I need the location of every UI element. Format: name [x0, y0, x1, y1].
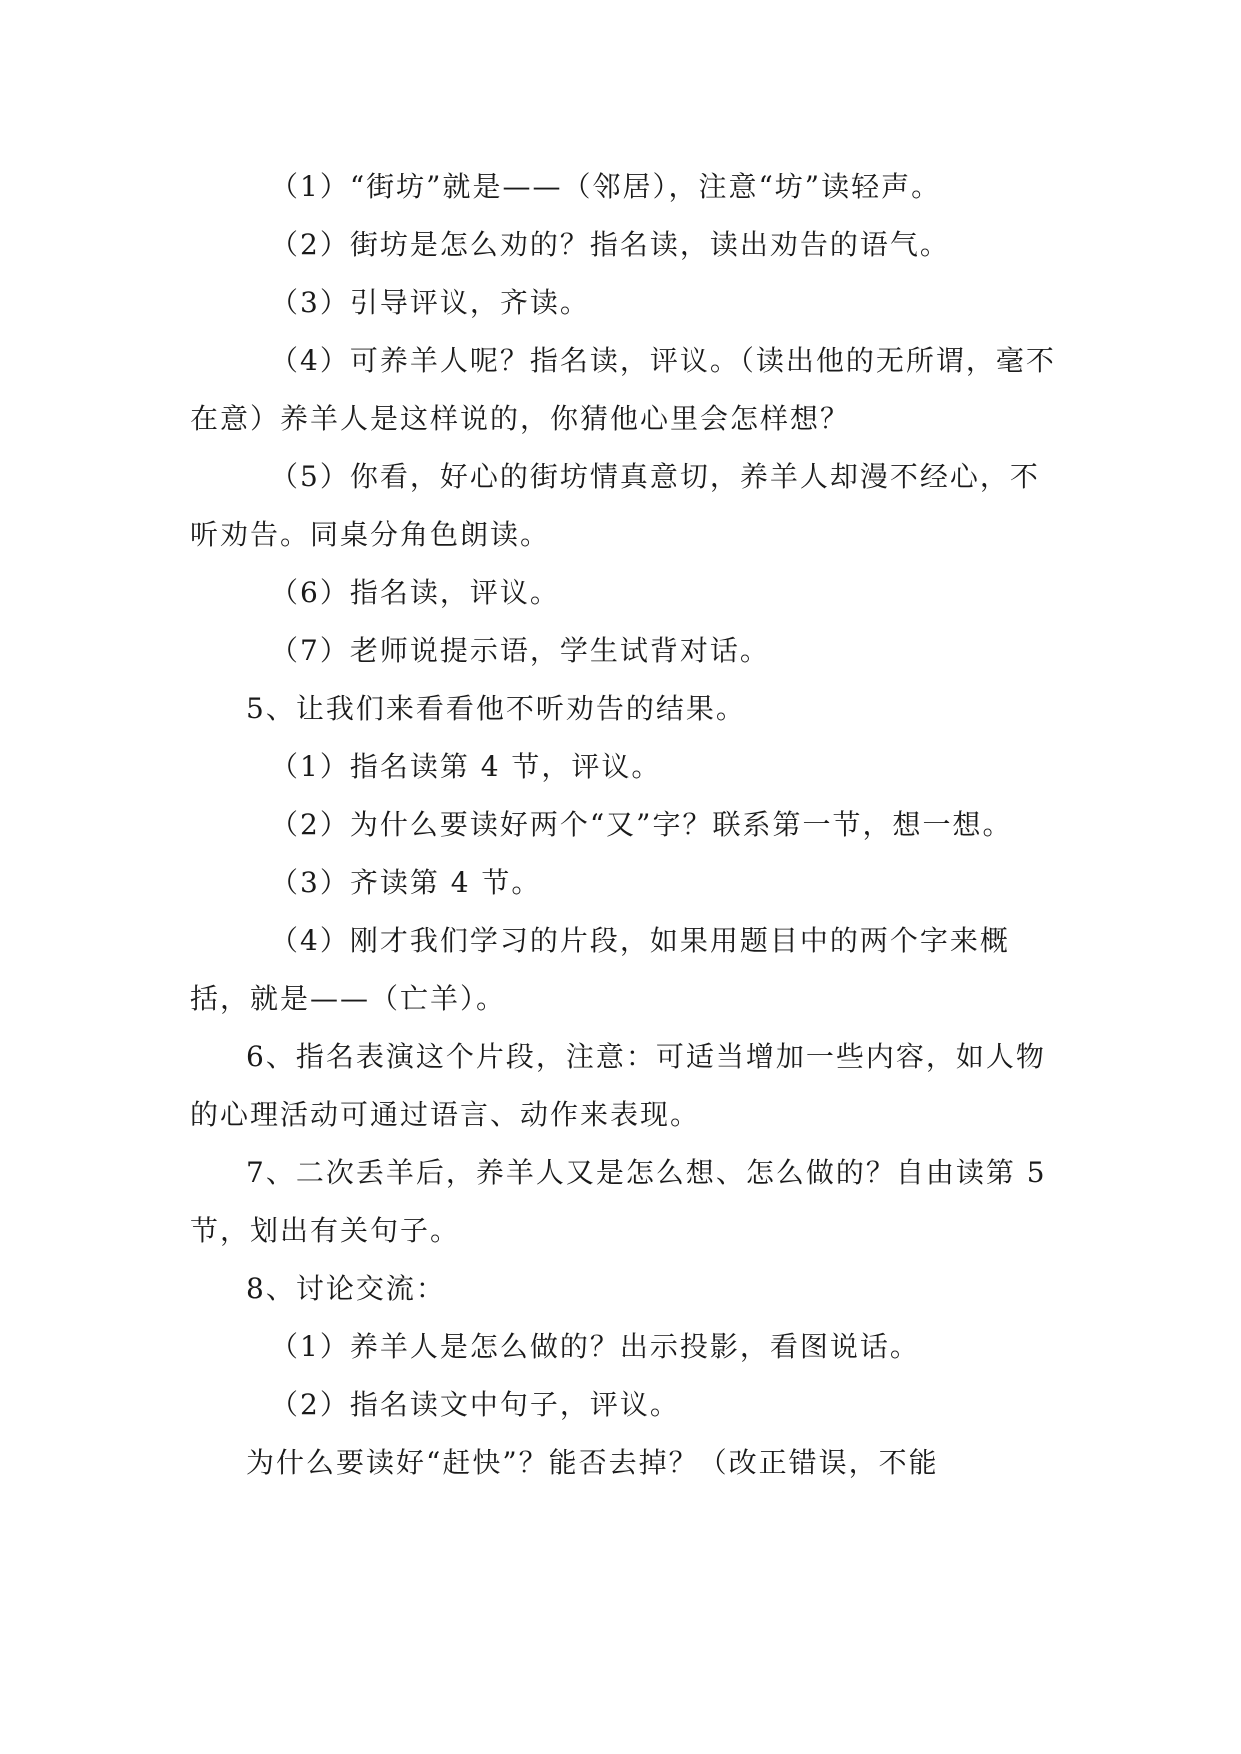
- paragraph-6: （6）指名读，评议。: [270, 576, 560, 609]
- paragraph-15: 8、讨论交流：: [246, 1272, 446, 1305]
- paragraph-17: （2）指名读文中句子，评议。: [270, 1388, 680, 1421]
- paragraph-12: （4）刚才我们学习的片段，如果用题目中的两个字来概括，就是——（亡羊）。: [190, 924, 1010, 1015]
- paragraph-3: （3）引导评议，齐读。: [270, 286, 590, 319]
- document-body: [190, 158, 1065, 1492]
- paragraph-16: （1）养羊人是怎么做的？出示投影，看图说话。: [270, 1330, 920, 1363]
- paragraph-10: （2）为什么要读好两个“又”字？联系第一节，想一想。: [270, 808, 1013, 841]
- paragraph-1: （1）“街坊”就是——（邻居），注意“坊”读轻声。: [270, 170, 942, 203]
- paragraph-8: 5、让我们来看看他不听劝告的结果。: [246, 692, 746, 725]
- paragraph-2: （2）街坊是怎么劝的？指名读，读出劝告的语气。: [270, 228, 950, 261]
- paragraph-13: 6、指名表演这个片段，注意：可适当增加一些内容，如人物的心理活动可通过语言、动作来表现。: [190, 1040, 1046, 1131]
- paragraph-18: 为什么要读好“赶快”？能否去掉？（改正错误，不能: [246, 1446, 939, 1479]
- paragraph-14: 7、二次丢羊后，养羊人又是怎么想、怎么做的？自由读第 5 节，划出有关句子。: [190, 1156, 1047, 1247]
- paragraph-9: （1）指名读第 4 节，评议。: [270, 750, 662, 783]
- paragraph-7: （7）老师说提示语，学生试背对话。: [270, 634, 770, 667]
- paragraph-5: （5）你看，好心的街坊情真意切，养羊人却漫不经心，不听劝告。同桌分角色朗读。: [190, 460, 1040, 551]
- paragraph-11: （3）齐读第 4 节。: [270, 866, 542, 899]
- paragraph-4: （4）可养羊人呢？指名读，评议。（读出他的无所谓，毫不在意）养羊人是这样说的，你猜他心里会怎样想？: [190, 344, 1056, 435]
